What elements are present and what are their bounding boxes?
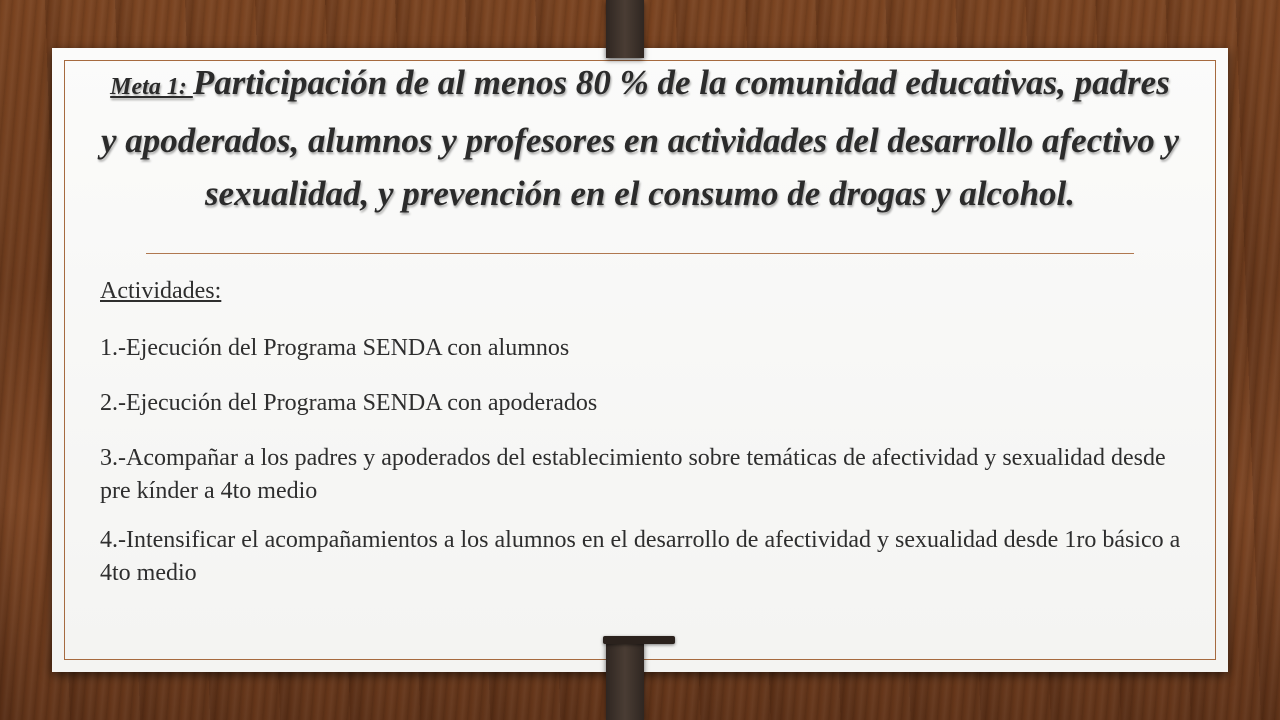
activities-heading: Actividades: <box>100 278 222 304</box>
binder-strap-bottom <box>606 642 644 720</box>
activity-item-3: 3.-Acompañar a los padres y apoderados del establecimiento sobre temáticas de afectividad y sexualidad desde pre kínder a 4to medio <box>100 445 1166 504</box>
binder-strap-top <box>606 0 644 58</box>
title-divider <box>146 253 1134 254</box>
activities-section <box>100 275 1190 612</box>
title-prefix: Meta 1: <box>110 74 193 100</box>
title-main: Participación de al menos 80 % de la comunidad educativas, padres y apoderados, alumnos y profesores en actividades del desarrollo afectivo y sexualidad, y prevención en el consumo de drogas y alcohol. <box>100 63 1180 213</box>
activity-item-1: 1.-Ejecución del Programa SENDA con alumnos <box>100 335 570 361</box>
binder-clip <box>603 636 675 644</box>
activity-item-4: 4.-Intensificar el acompañamientos a los alumnos en el desarrollo de afectividad y sexualidad desde 1ro básico a 4to medio <box>100 527 1181 586</box>
activity-item-2: 2.-Ejecución del Programa SENDA con apoderados <box>100 390 598 416</box>
slide-title <box>100 56 1180 220</box>
